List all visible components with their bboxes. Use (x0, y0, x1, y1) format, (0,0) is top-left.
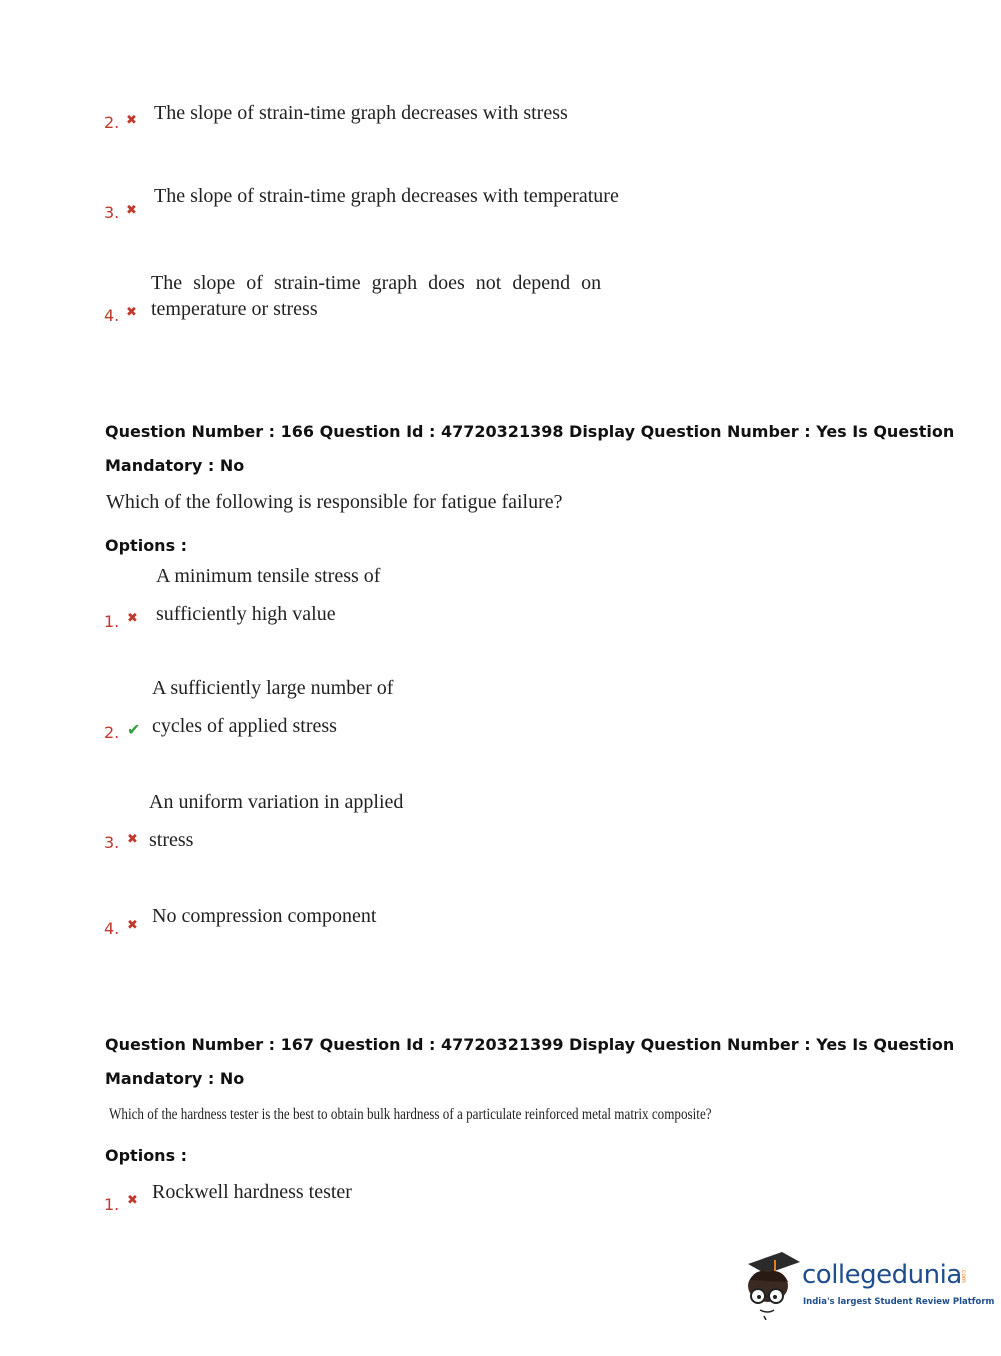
option-text-line2: sufficiently high value (156, 603, 336, 625)
option-text: No compression component (152, 905, 377, 927)
options-label: Options : (105, 1146, 188, 1165)
correct-check-icon: ✔ (127, 720, 141, 739)
question-header: Question Number : 166 Question Id : 47720321398 Display Question Number : Yes Is Question (105, 422, 955, 441)
question-header: Question Number : 167 Question Id : 47720321399 Display Question Number : Yes Is Question (105, 1035, 955, 1054)
question-text: Which of the hardness tester is the best to obtain bulk hardness of a particulate reinforced metal matrix composite? (109, 1106, 712, 1123)
wrong-mark-icon: ✖ (126, 113, 137, 128)
logo-name: collegedunia (802, 1260, 962, 1290)
options-label: Options : (105, 536, 188, 555)
option-text-line1: A minimum tensile stress of (156, 565, 381, 587)
option-text-line2: cycles of applied stress (152, 715, 337, 737)
option-number: 2. (104, 723, 120, 742)
mascot-icon (742, 1250, 802, 1320)
option-number: 1. (104, 612, 120, 631)
logo-tagline: India's largest Student Review Platform (803, 1297, 995, 1307)
wrong-mark-icon: ✖ (127, 918, 138, 933)
wrong-mark-icon: ✖ (127, 1193, 138, 1208)
logo-domain: .com (960, 1268, 967, 1283)
option-number: 2. (104, 113, 120, 132)
option-number: 3. (104, 833, 120, 852)
option-text-line2: temperature or stress (151, 298, 318, 320)
question-mandatory: Mandatory : No (105, 1069, 245, 1088)
option-number: 1. (104, 1195, 120, 1214)
option-text-line1: An uniform variation in applied (149, 791, 404, 813)
option-text: The slope of strain-time graph decreases with stress (154, 102, 568, 124)
wrong-mark-icon: ✖ (127, 611, 138, 626)
question-text: Which of the following is responsible for fatigue failure? (106, 491, 563, 513)
collegedunia-logo (742, 1250, 995, 1320)
option-number: 3. (104, 203, 120, 222)
option-number: 4. (104, 919, 120, 938)
wrong-mark-icon: ✖ (127, 832, 138, 847)
wrong-mark-icon: ✖ (126, 305, 137, 320)
option-text-line1: The slope of strain-time graph does not depend on (151, 272, 602, 294)
wrong-mark-icon: ✖ (126, 203, 137, 218)
question-mandatory: Mandatory : No (105, 456, 245, 475)
option-text: The slope of strain-time graph decreases with temperature (154, 185, 619, 207)
option-text: Rockwell hardness tester (152, 1181, 352, 1203)
option-number: 4. (104, 306, 120, 325)
option-text-line2: stress (149, 829, 194, 851)
option-text-line1: A sufficiently large number of (152, 677, 394, 699)
